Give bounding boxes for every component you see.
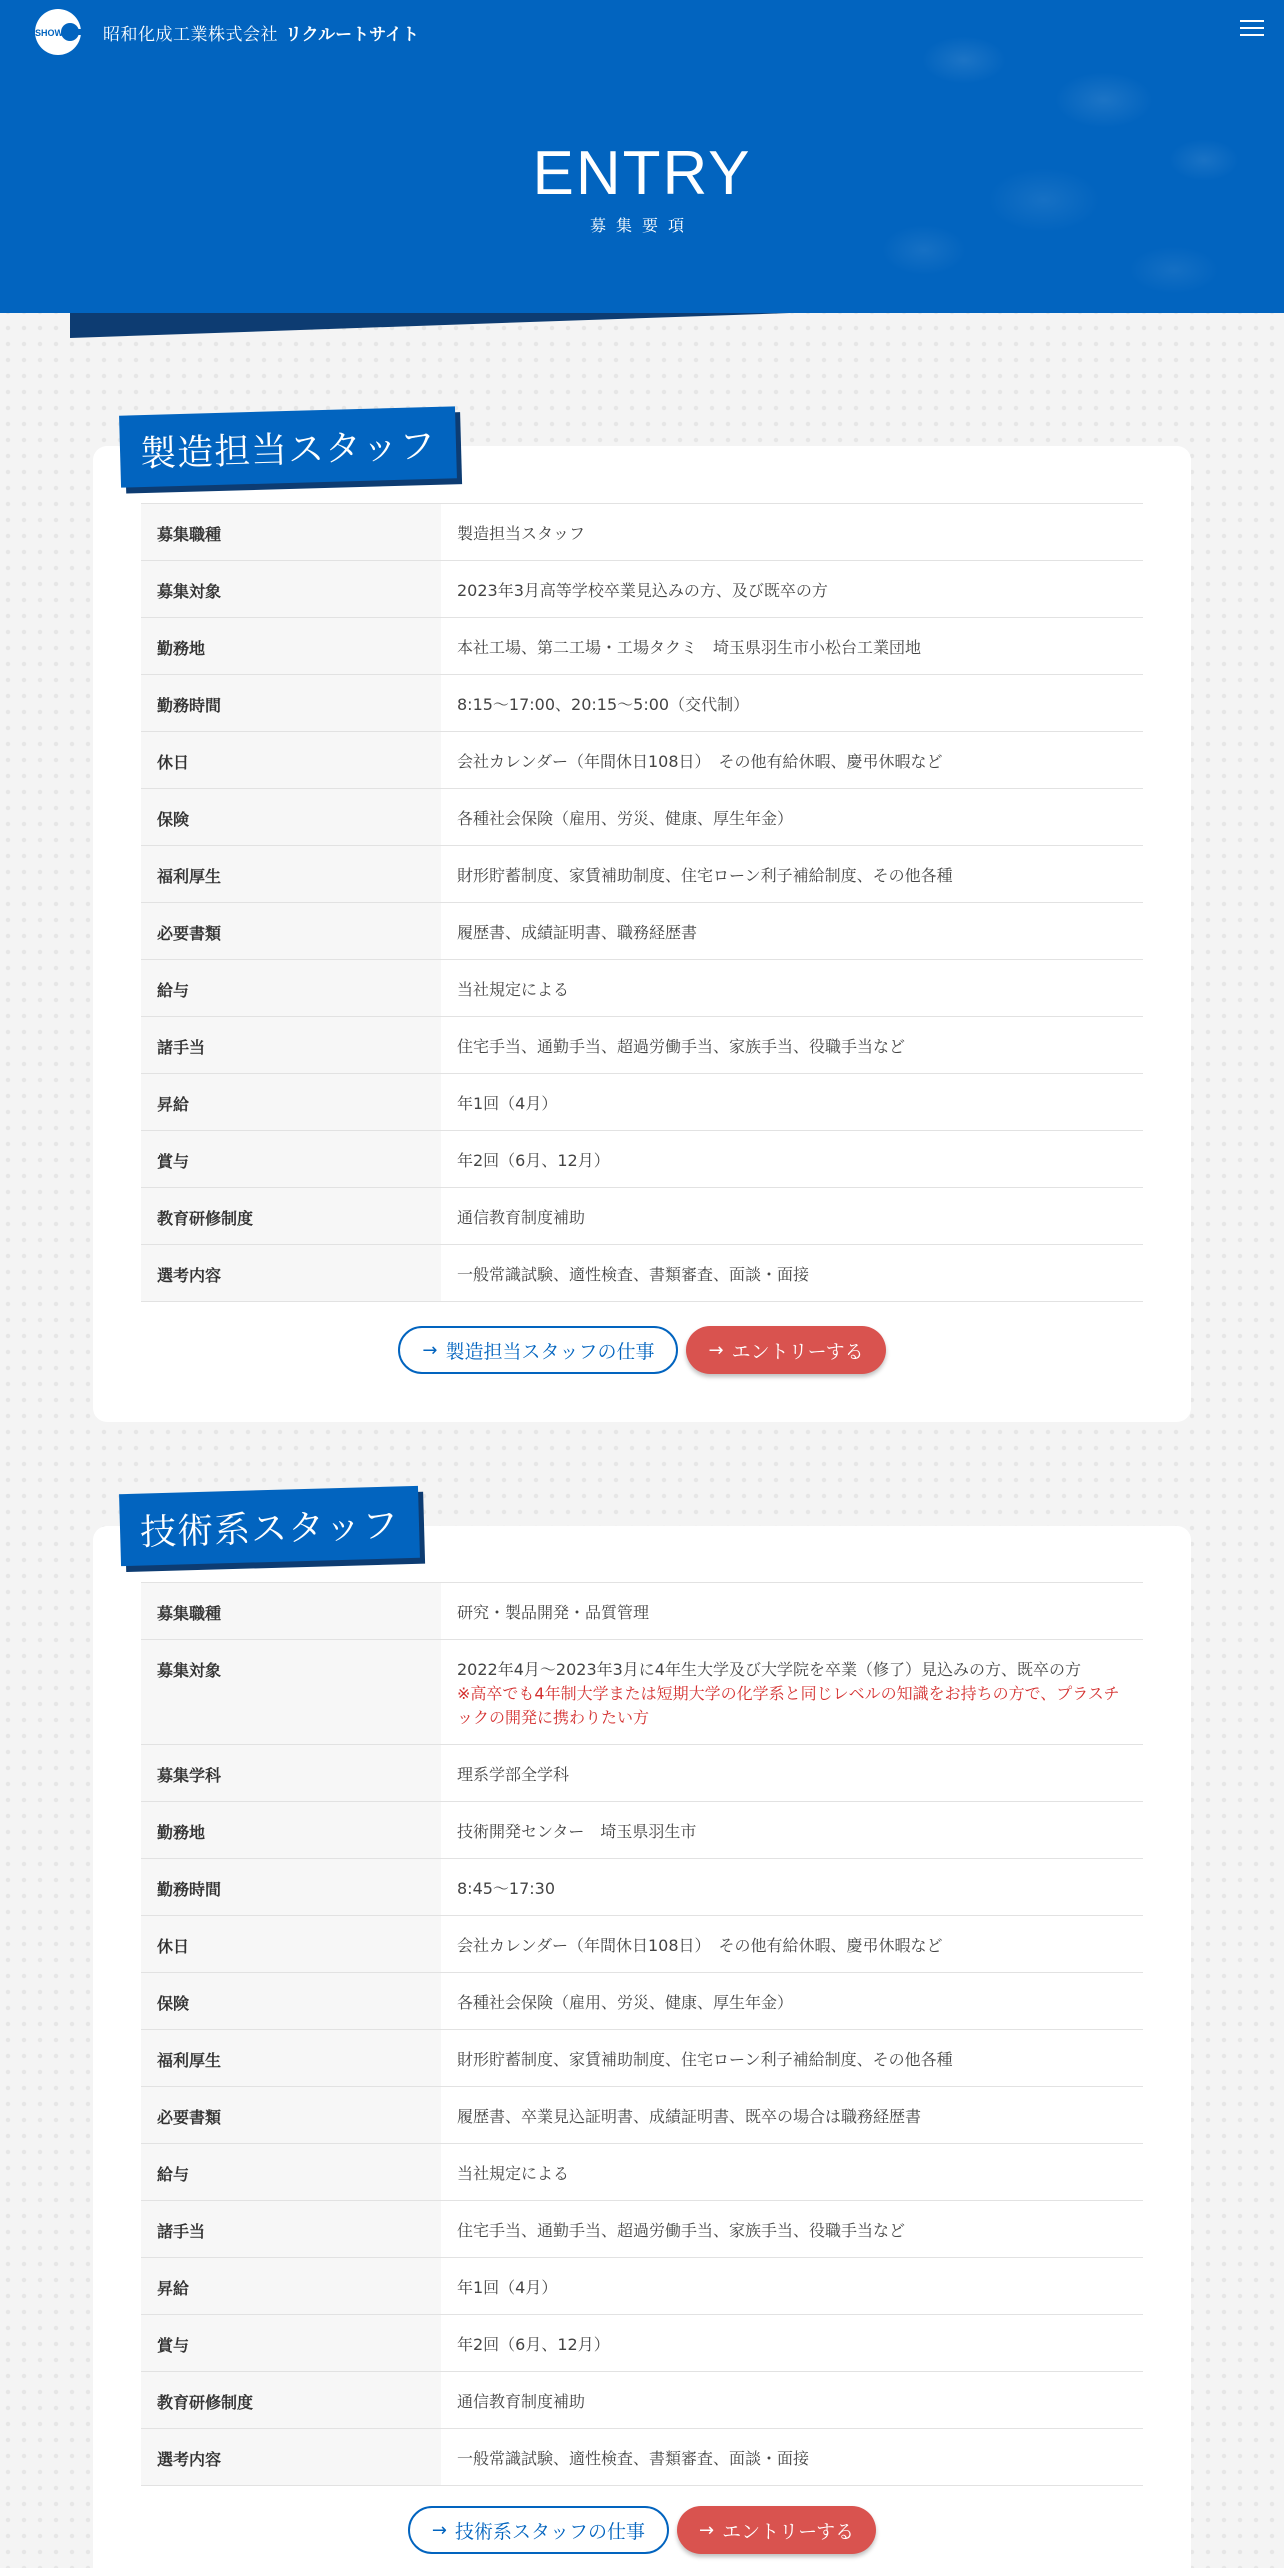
table-row: [141, 1583, 1143, 1640]
row-value: 2023年3月高等学校卒業見込みの方、及び既卒の方: [457, 581, 828, 600]
row-label: 休日: [141, 1916, 441, 1972]
arrow-right-icon: →: [708, 1339, 724, 1361]
site-name: リクルートサイト: [285, 25, 419, 45]
row-label: 昇給: [141, 1074, 441, 1130]
row-value: 各種社会保険（雇用、労災、健康、厚生年金）: [457, 809, 794, 828]
row-label: 福利厚生: [141, 2030, 441, 2086]
table-row: [141, 1916, 1143, 1973]
row-label: 昇給: [141, 2258, 441, 2314]
company-name: 昭和化成工業株式会社: [103, 25, 278, 45]
hero-header: [0, 0, 1284, 313]
table-row: [141, 561, 1143, 618]
row-label: 募集対象: [141, 1640, 441, 1744]
table-row: [141, 1973, 1143, 2030]
table-row: [141, 1859, 1143, 1916]
row-value: 通信教育制度補助: [457, 2392, 586, 2411]
row-value: 年1回（4月）: [457, 2278, 558, 2297]
table-row: [141, 675, 1143, 732]
row-value: 通信教育制度補助: [457, 1208, 586, 1227]
entry-button-label: エントリーする: [731, 1340, 864, 1363]
arrow-right-icon: →: [431, 2519, 447, 2541]
row-label: 保険: [141, 1973, 441, 2029]
table-row: [141, 2030, 1143, 2087]
row-label: 福利厚生: [141, 846, 441, 902]
row-label: 募集学科: [141, 1745, 441, 1801]
row-value: 年1回（4月）: [457, 1094, 558, 1113]
manufacturing-job-button[interactable]: [398, 1326, 678, 1374]
table-row: [141, 1074, 1143, 1131]
row-value: 履歴書、成績証明書、職務経歴書: [457, 923, 698, 942]
row-label: 募集対象: [141, 561, 441, 617]
table-row: [141, 1188, 1143, 1245]
row-value: 各種社会保険（雇用、労災、健康、厚生年金）: [457, 1993, 794, 2012]
row-label: 勤務時間: [141, 1859, 441, 1915]
table-row: [141, 2429, 1143, 2486]
row-label: 教育研修制度: [141, 1188, 441, 1244]
row-value: 年2回（6月、12月）: [457, 2335, 610, 2354]
row-value: 8:45～17:30: [457, 1879, 556, 1898]
table-row: [141, 789, 1143, 846]
hamburger-icon: [1240, 20, 1264, 36]
page-title: ENTRY: [532, 139, 752, 208]
row-label: 必要書類: [141, 2087, 441, 2143]
table-row: [141, 618, 1143, 675]
row-value: 会社カレンダー（年間休日108日） その他有給休暇、慶弔休暇など: [457, 752, 943, 771]
table-row: [141, 1640, 1143, 1745]
row-label: 勤務時間: [141, 675, 441, 731]
entry-button-label: エントリーする: [722, 2520, 855, 2543]
table-row: [141, 1802, 1143, 1859]
row-value: 当社規定による: [457, 2164, 570, 2183]
logo-text: SHOWA: [35, 28, 70, 38]
row-label: 選考内容: [141, 2429, 441, 2485]
table-row: [141, 504, 1143, 561]
row-label: 選考内容: [141, 1245, 441, 1301]
row-value: 一般常識試験、適性検査、書類審査、面談・面接: [457, 1265, 810, 1284]
manufacturing-entry-button[interactable]: [686, 1326, 885, 1374]
row-value: 理系学部全学科: [457, 1765, 570, 1784]
row-value: 当社規定による: [457, 980, 570, 999]
row-value: 一般常識試験、適性検査、書類審査、面談・面接: [457, 2449, 810, 2468]
arrow-right-icon: →: [422, 1339, 438, 1361]
row-label: 募集職種: [141, 504, 441, 560]
row-label: 給与: [141, 960, 441, 1016]
table-row: [141, 960, 1143, 1017]
table-row: [141, 1131, 1143, 1188]
row-label: 募集職種: [141, 1583, 441, 1639]
row-label: 勤務地: [141, 618, 441, 674]
section-buttons: [93, 2506, 1191, 2554]
showa-logo-icon: [30, 8, 88, 56]
row-value: [441, 1640, 1143, 1744]
table-row: [141, 1745, 1143, 1802]
page-subtitle: 募集要項: [589, 216, 694, 235]
row-label: 勤務地: [141, 1802, 441, 1858]
row-value: 財形貯蓄制度、家賃補助制度、住宅ローン利子補給制度、その他各種: [457, 2050, 953, 2069]
row-value: 住宅手当、通勤手当、超過労働手当、家族手当、役職手当など: [457, 1037, 906, 1056]
company-logo[interactable]: [30, 8, 88, 56]
row-label: 賞与: [141, 1131, 441, 1187]
table-row: [141, 2201, 1143, 2258]
requirements-table: [141, 1582, 1143, 2486]
row-value: 製造担当スタッフ: [457, 524, 586, 543]
row-value: 8:15～17:00、20:15～5:00（交代制）: [457, 695, 750, 714]
row-label: 諸手当: [141, 1017, 441, 1073]
target-note: ※高卒でも4年制大学または短期大学の化学系と同じレベルの知識をお持ちの方で、プラスチックの開発に携わりたい方: [457, 1684, 1120, 1727]
table-row: [141, 2372, 1143, 2429]
table-row: [141, 903, 1143, 960]
section-title: 製造担当スタッフ: [119, 406, 457, 487]
table-row: [141, 732, 1143, 789]
requirements-table: [141, 503, 1143, 1302]
row-label: 賞与: [141, 2315, 441, 2371]
row-label: 保険: [141, 789, 441, 845]
section-manufacturing: [93, 446, 1191, 1422]
hero-slant-decoration: [70, 313, 790, 338]
table-row: [141, 2144, 1143, 2201]
section-title: 技術系スタッフ: [119, 1486, 420, 1566]
row-value: 財形貯蓄制度、家賃補助制度、住宅ローン利子補給制度、その他各種: [457, 866, 953, 885]
table-row: [141, 2258, 1143, 2315]
table-row: [141, 2087, 1143, 2144]
row-label: 教育研修制度: [141, 2372, 441, 2428]
row-value: 本社工場、第二工場・工場タクミ 埼玉県羽生市小松台工業団地: [457, 638, 922, 657]
row-label: 諸手当: [141, 2201, 441, 2257]
arrow-right-icon: →: [698, 2519, 715, 2541]
table-row: [141, 846, 1143, 903]
menu-button[interactable]: [1240, 20, 1264, 40]
row-value: 履歴書、卒業見込証明書、成績証明書、既卒の場合は職務経歴書: [457, 2107, 922, 2126]
row-value: 住宅手当、通勤手当、超過労働手当、家族手当、役職手当など: [457, 2221, 906, 2240]
row-label: 休日: [141, 732, 441, 788]
table-row: [141, 1245, 1143, 1302]
table-row: [141, 2315, 1143, 2372]
job-button-label: 製造担当スタッフの仕事: [445, 1340, 655, 1363]
job-button-label: 技術系スタッフの仕事: [454, 2520, 645, 2543]
technical-entry-button[interactable]: [677, 2506, 876, 2554]
section-technical: [93, 1526, 1191, 2568]
section-buttons: [93, 1326, 1191, 1374]
row-label: 必要書類: [141, 903, 441, 959]
table-row: [141, 1017, 1143, 1074]
row-value: 会社カレンダー（年間休日108日） その他有給休暇、慶弔休暇など: [457, 1936, 943, 1955]
target-text: 2022年4月～2023年3月に4年生大学及び大学院を卒業（修了）見込みの方、既卒の方: [457, 1660, 1081, 1679]
row-value: 技術開発センター 埼玉県羽生市: [457, 1822, 697, 1841]
row-value: 年2回（6月、12月）: [457, 1151, 610, 1170]
row-label: 給与: [141, 2144, 441, 2200]
row-value: 研究・製品開発・品質管理: [457, 1603, 650, 1622]
technical-job-button[interactable]: [408, 2506, 669, 2554]
